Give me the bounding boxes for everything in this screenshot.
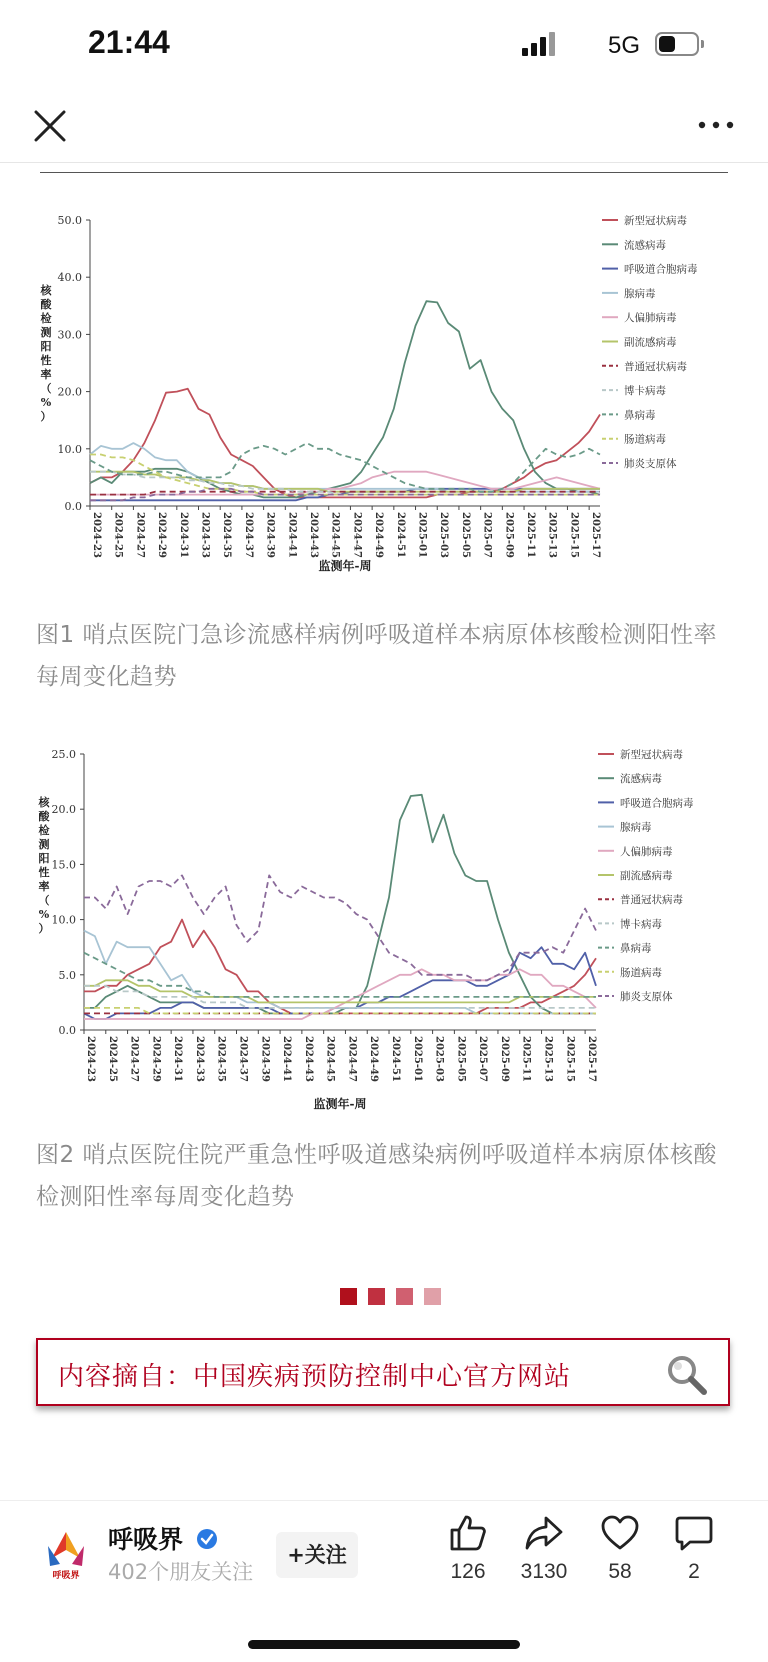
comment-button[interactable] [654,1514,734,1584]
x-axis-label: 监测年-周 [318,559,372,573]
legend-label: 普通冠状病毒 [624,360,687,373]
x-tick-label: 2024-51 [390,1036,402,1082]
x-tick-label: 2024-23 [85,1036,96,1082]
y-tick-label: 50.0 [57,214,82,227]
legend-label: 呼吸道合胞病毒 [624,263,698,276]
logo-text: 呼吸界 [52,1571,80,1581]
like-button[interactable] [428,1514,508,1584]
status-time: 21:44 [88,24,170,60]
y-tick-label: 10.0 [51,913,76,927]
legend-label: 流感病毒 [624,239,666,252]
x-tick-label: 2024-25 [112,512,124,558]
x-tick-label: 2024-45 [324,1036,336,1082]
x-tick-label: 2024-39 [259,1036,271,1082]
source-label: 内容摘自：中国疾病预防控制中心官方网站 [58,1362,572,1392]
series-line [90,389,600,498]
legend-label: 副流感病毒 [620,870,673,882]
heart-icon [600,1514,640,1552]
decor-dot [340,1288,357,1305]
x-tick-label: 2024-35 [215,1036,227,1082]
x-tick-label: 2024-37 [237,1036,249,1082]
x-tick-label: 2024-31 [177,512,189,558]
x-tick-label: 2025-05 [459,512,471,558]
x-tick-label: 2025-03 [438,512,450,558]
legend-label: 鼻病毒 [624,409,656,422]
x-tick-label: 2024-33 [193,1036,205,1082]
x-tick-label: 2025-07 [481,512,493,558]
signal-icon [522,32,562,56]
figure-2-caption: 图2 哨点医院住院严重急性呼吸道感染病例呼吸道样本病原体核酸检测阳性率每周变化趋势 [36,1142,717,1210]
close-button[interactable] [28,104,72,148]
legend-label: 人偏肺病毒 [620,845,673,858]
x-tick-label: 2025-13 [546,512,558,558]
search-icon [664,1352,708,1396]
favorite-button[interactable] [580,1514,660,1584]
share-button[interactable] [504,1514,584,1584]
account-name: 呼吸界 [108,1525,184,1554]
x-tick-label: 2025-07 [477,1036,489,1082]
chart-1 [0,212,768,612]
x-tick-label: 2024-37 [242,512,254,558]
account-name-row[interactable] [108,1520,218,1556]
series-line [84,980,596,1002]
legend-label: 肺炎支原体 [624,458,677,470]
favorite-count: 58 [608,1560,632,1583]
x-tick-label: 2024-25 [106,1036,118,1082]
x-tick-label: 2025-11 [520,1036,532,1082]
comment-icon [674,1514,714,1552]
article-rule [40,172,728,173]
x-tick-label: 2024-29 [156,512,168,558]
x-tick-label: 2024-43 [308,512,320,558]
x-tick-label: 2025-09 [498,1036,510,1082]
series-line [84,920,596,1014]
legend-label: 普通冠状病毒 [620,894,683,907]
y-axis-label: 核酸检测阳性率（%） [38,796,50,935]
decor-dot [368,1288,385,1305]
x-tick-label: 2025-15 [568,512,580,558]
share-icon [524,1514,564,1552]
x-tick-label: 2025-09 [503,512,515,558]
bottom-divider [0,1500,768,1501]
x-tick-label: 2025-13 [542,1036,554,1082]
battery-level [659,36,675,52]
x-tick-label: 2024-27 [134,512,146,558]
x-tick-label: 2025-03 [433,1036,445,1082]
x-tick-label: 2024-41 [281,1036,293,1082]
x-tick-label: 2024-41 [286,512,298,558]
y-tick-label: 0.0 [58,1024,76,1037]
y-tick-label: 30.0 [57,328,82,342]
y-axis-label: 核酸检测阳性率（%） [40,284,52,423]
like-count: 126 [450,1560,486,1583]
close-icon [28,104,72,148]
x-tick-label: 2025-01 [416,512,428,558]
verified-icon [196,1528,218,1550]
series-line [84,795,596,1014]
x-tick-label: 2025-17 [590,512,602,558]
battery-icon [655,32,699,56]
legend-label: 肠道病毒 [624,433,666,446]
x-tick-label: 2024-47 [346,1036,358,1082]
x-tick-label: 2024-31 [172,1036,184,1082]
x-tick-label: 2024-49 [373,512,385,558]
legend-label: 腺病毒 [620,821,652,834]
legend-label: 博卡病毒 [624,385,666,398]
x-tick-label: 2024-43 [302,1036,314,1082]
legend-label: 腺病毒 [624,287,656,300]
account-followers: 402个朋友关注 [108,1560,254,1584]
y-tick-label: 40.0 [57,271,82,285]
x-tick-label: 2025-15 [564,1036,576,1082]
legend-label: 鼻病毒 [620,942,652,955]
x-tick-label: 2025-05 [455,1036,467,1082]
legend-label: 副流感病毒 [624,336,677,349]
x-tick-label: 2024-29 [150,1036,162,1082]
account-avatar[interactable] [40,1528,92,1582]
y-tick-label: 20.0 [51,803,76,817]
more-button[interactable] [692,112,740,138]
legend-label: 博卡病毒 [620,918,662,931]
source-box[interactable] [36,1338,730,1406]
x-tick-label: 2025-17 [586,1036,598,1082]
battery-tip [701,40,704,48]
y-tick-label: 20.0 [57,385,82,399]
decor-dot [424,1288,441,1305]
x-tick-label: 2025-01 [411,1036,423,1082]
legend-label: 新型冠状病毒 [620,749,683,761]
x-tick-label: 2024-49 [368,1036,380,1082]
header-divider [0,162,768,163]
y-tick-label: 10.0 [57,442,82,456]
y-tick-label: 15.0 [51,858,76,872]
legend-label: 人偏肺病毒 [624,312,677,325]
comment-count: 2 [688,1560,700,1583]
y-tick-label: 0.0 [64,500,82,513]
legend-label: 肠道病毒 [620,966,662,979]
legend-label: 新型冠状病毒 [624,215,687,227]
x-tick-label: 2024-39 [264,512,276,558]
more-icon [692,112,740,138]
chart-2 [0,744,768,1134]
legend-label: 流感病毒 [620,773,662,786]
network-type: 5G [608,32,641,59]
x-tick-label: 2024-23 [91,512,102,558]
decor-dot [396,1288,413,1305]
y-tick-label: 5.0 [58,968,76,982]
x-tick-label: 2025-11 [525,512,537,558]
x-tick-label: 2024-35 [221,512,233,558]
x-tick-label: 2024-33 [199,512,211,558]
x-axis-label: 监测年-周 [313,1097,367,1111]
legend-label: 呼吸道合胞病毒 [620,797,694,810]
x-tick-label: 2024-47 [351,512,363,558]
figure-1-caption: 图1 哨点医院门急诊流感样病例呼吸道样本病原体核酸检测阳性率每周变化趋势 [36,622,717,690]
series-line [90,301,600,497]
y-tick-label: 25.0 [51,748,76,761]
legend-label: 肺炎支原体 [620,991,673,1003]
logo-icon [40,1528,92,1582]
share-count: 3130 [520,1560,568,1583]
x-tick-label: 2024-27 [128,1036,140,1082]
follow-button[interactable]: +关注 [276,1532,358,1578]
thumbs-up-icon [448,1514,488,1552]
x-tick-label: 2024-51 [394,512,406,558]
home-indicator[interactable] [248,1640,520,1649]
x-tick-label: 2024-45 [329,512,341,558]
